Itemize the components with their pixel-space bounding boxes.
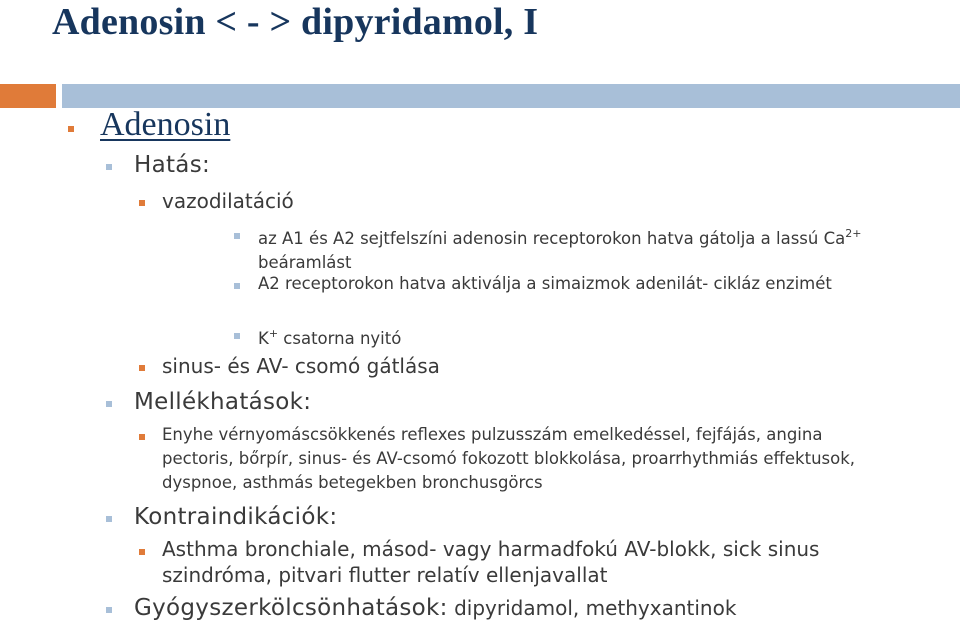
sub-item-k-channel bbox=[258, 322, 401, 351]
kontraindikaciok-label: Kontraindikációk: bbox=[134, 504, 338, 530]
sub-item-continuation: beáramlást bbox=[258, 253, 352, 272]
sinus-label: sinus- és AV- csomó gátlása bbox=[162, 354, 440, 378]
mellekhatasok-label: Mellékhatások: bbox=[134, 389, 312, 415]
hatas-label: Hatás: bbox=[134, 152, 211, 178]
sub-item-prefix: K bbox=[258, 329, 269, 348]
text-line: szindróma, pitvari flutter relatív ellenjavallat bbox=[162, 563, 608, 587]
slide-title: Adenosin < - > dipyridamol, I bbox=[52, 1, 539, 43]
bullet-square-icon bbox=[139, 200, 145, 206]
text-line: Enyhe vérnyomáscsökkenés reflexes pulzusszám emelkedéssel, fejfájás, angina bbox=[162, 425, 823, 444]
gyogyszer-line bbox=[134, 595, 736, 621]
bullet-square-icon bbox=[106, 164, 112, 170]
bullet-square-icon bbox=[234, 283, 240, 289]
text-line: pectoris, bőrpír, sinus- és AV-csomó fokozott blokkolása, proarrhythmiás effektusok, bbox=[162, 449, 856, 468]
gyogyszer-label: Gyógyszerkölcsönhatások: bbox=[134, 595, 448, 621]
sub-item-text: csatorna nyitó bbox=[278, 329, 402, 348]
bullet-square-icon bbox=[106, 607, 112, 613]
bullet-square-icon bbox=[139, 365, 145, 371]
superscript: + bbox=[268, 327, 279, 340]
text-line: Asthma bronchiale, másod- vagy harmadfokú AV-blokk, sick sinus bbox=[162, 537, 820, 561]
bullet-square-icon bbox=[139, 434, 145, 440]
title-accent-bar-blue bbox=[62, 84, 960, 108]
bullet-square-icon bbox=[139, 549, 145, 555]
sub-item-text: az A1 és A2 sejtfelszíni adenosin receptorokon hatva gátolja a lassú Ca bbox=[258, 229, 846, 248]
sub-item-receptor bbox=[258, 222, 861, 275]
section-heading: Adenosin bbox=[100, 106, 231, 143]
mellekhatasok-text bbox=[162, 423, 855, 495]
gyogyszer-value: dipyridamol, methyxantinok bbox=[447, 596, 737, 620]
title-accent-bar-orange bbox=[0, 84, 56, 108]
text-line: dyspnoe, asthmás betegekben bronchusgörcs bbox=[162, 473, 543, 492]
sub-item-a2: A2 receptorokon hatva aktiválja a simaizmok adenilát- cikláz enzimét bbox=[258, 274, 832, 293]
bullet-square-icon bbox=[234, 233, 240, 239]
bullet-square-icon bbox=[106, 401, 112, 407]
vazodilatacio-label: vazodilatáció bbox=[162, 189, 294, 213]
kontraindikaciok-text bbox=[162, 536, 819, 588]
bullet-square-icon bbox=[106, 516, 112, 522]
bullet-square-icon bbox=[234, 333, 240, 339]
bullet-square-icon bbox=[68, 126, 74, 132]
superscript: 2+ bbox=[845, 227, 862, 240]
